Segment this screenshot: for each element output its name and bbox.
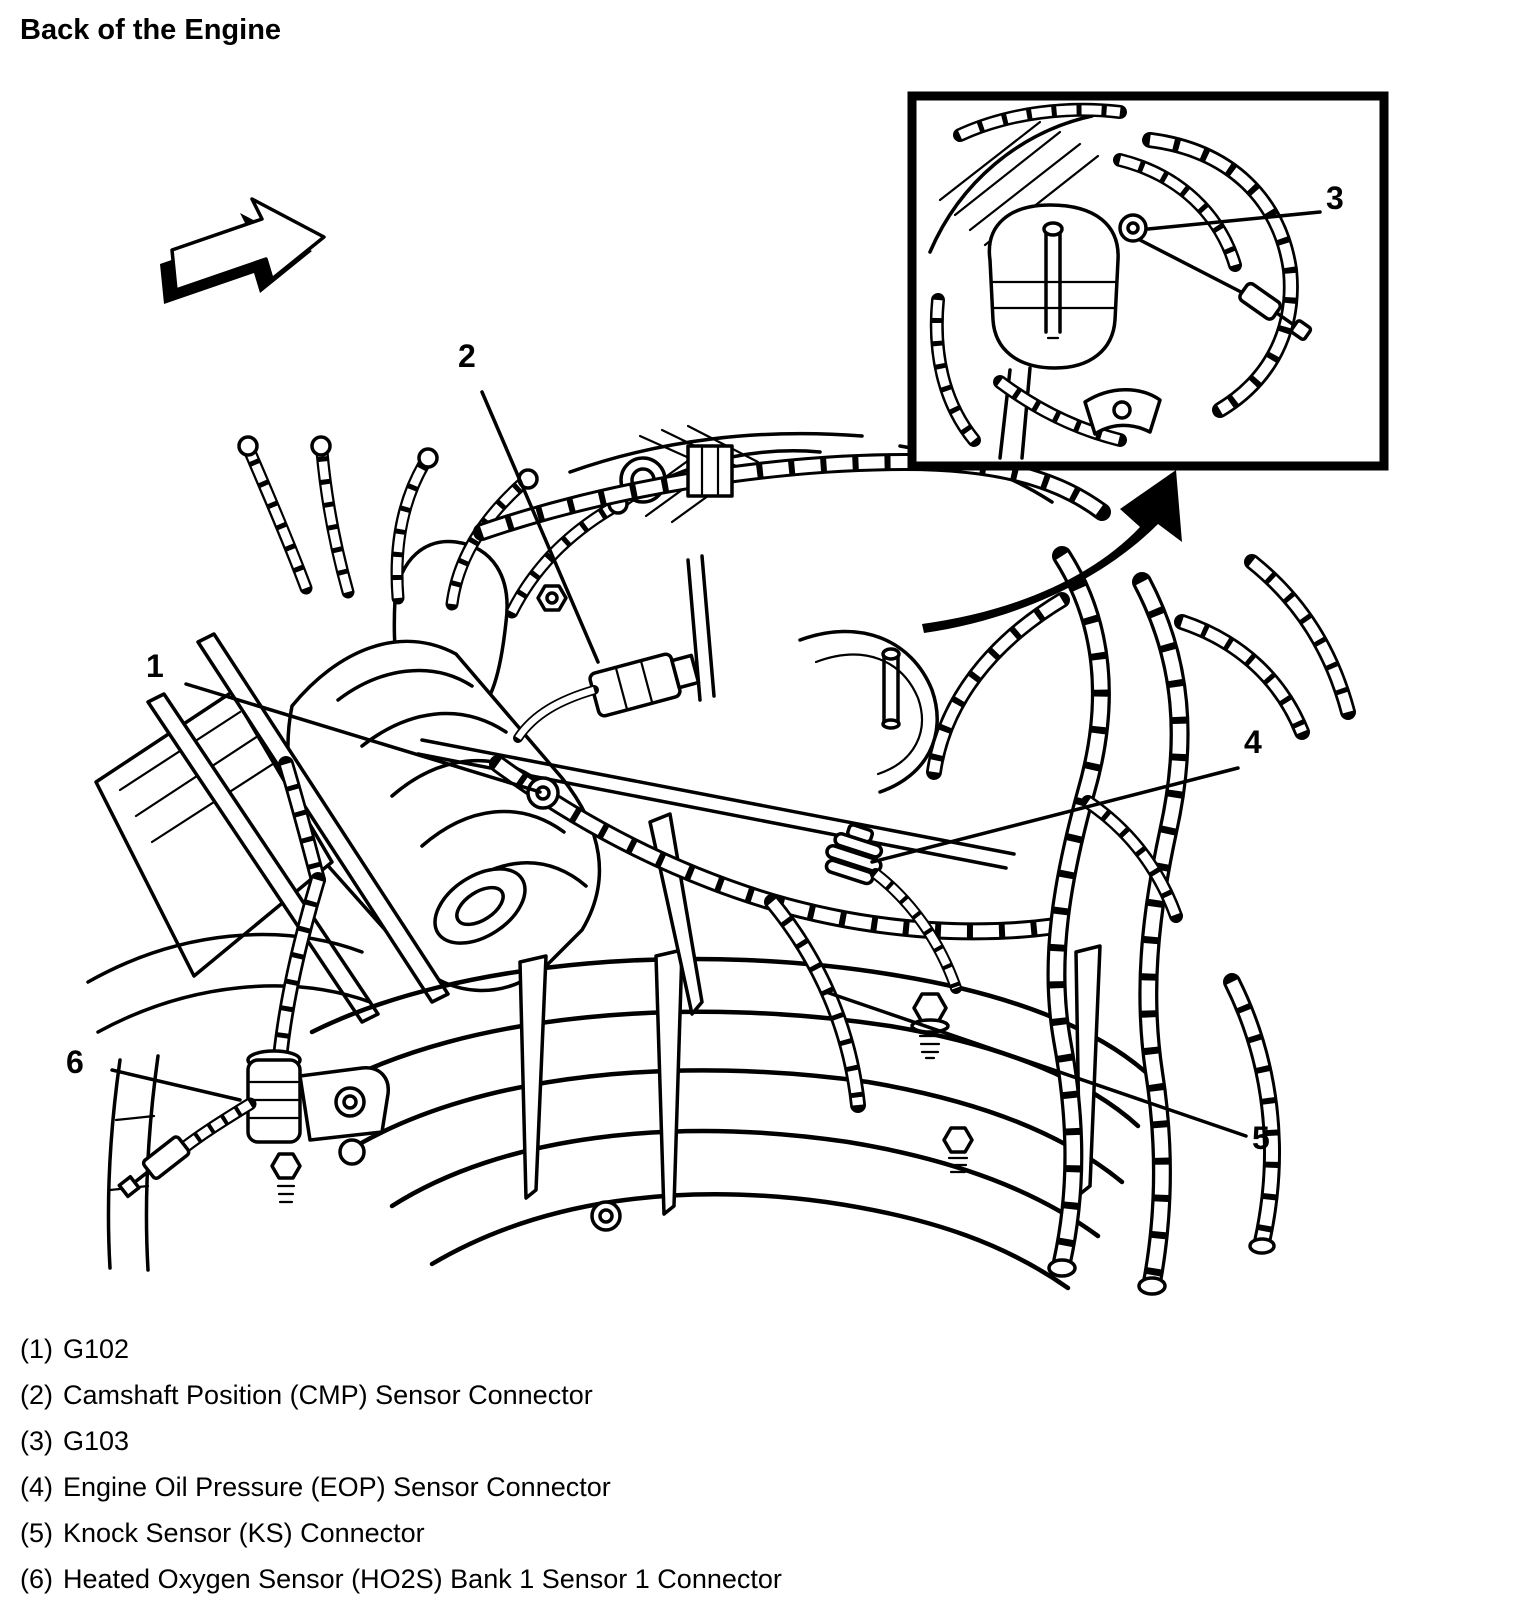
- legend-item-label: G102: [63, 1333, 130, 1364]
- ground-eyelet-g103: [1120, 215, 1146, 241]
- callout-5: 5: [1252, 1120, 1270, 1156]
- inset-box: [912, 96, 1384, 466]
- legend-item-label: Knock Sensor (KS) Connector: [63, 1517, 425, 1548]
- leader-line-4: [872, 768, 1238, 862]
- ground-screw-g102: [528, 778, 558, 808]
- callout-1: 1: [146, 648, 164, 684]
- cmp-sensor-connector: [518, 586, 701, 738]
- legend-item-number: (3): [20, 1425, 53, 1456]
- legend-item-2: [20, 1372, 782, 1418]
- callout-4: 4: [1244, 724, 1262, 760]
- stud: [883, 649, 899, 728]
- legend-item-number: (4): [20, 1471, 53, 1502]
- legend-item-label: G103: [63, 1425, 130, 1456]
- legend-item-number: (2): [20, 1379, 53, 1410]
- direction-arrow-icon: [160, 199, 324, 304]
- legend-item-6: [20, 1556, 782, 1602]
- legend-item-1: [20, 1326, 782, 1372]
- legend-item-label: Engine Oil Pressure (EOP) Sensor Connector: [63, 1471, 611, 1502]
- callout-3: 3: [1326, 180, 1344, 216]
- callout-2: 2: [458, 338, 476, 374]
- legend-item-3: [20, 1418, 782, 1464]
- callout-6: 6: [66, 1044, 84, 1080]
- leader-line-5: [826, 992, 1246, 1136]
- page-title: Back of the Engine: [20, 14, 282, 46]
- legend-item-label: Heated Oxygen Sensor (HO2S) Bank 1 Sensor 1 Connector: [63, 1563, 782, 1594]
- legend-item-number: (6): [20, 1563, 53, 1594]
- legend: [20, 1326, 782, 1602]
- exhaust-manifold: [288, 641, 599, 990]
- legend-item-number: (5): [20, 1517, 53, 1548]
- legend-item-4: [20, 1464, 782, 1510]
- middle-harness: [498, 764, 1056, 1105]
- ho2s-connector: [117, 1051, 388, 1202]
- legend-item-label: Camshaft Position (CMP) Sensor Connector: [63, 1379, 593, 1410]
- legend-item-number: (1): [20, 1333, 53, 1364]
- main-illustration: [88, 426, 1348, 1294]
- leader-line-6: [112, 1070, 240, 1100]
- legend-item-5: [20, 1510, 782, 1556]
